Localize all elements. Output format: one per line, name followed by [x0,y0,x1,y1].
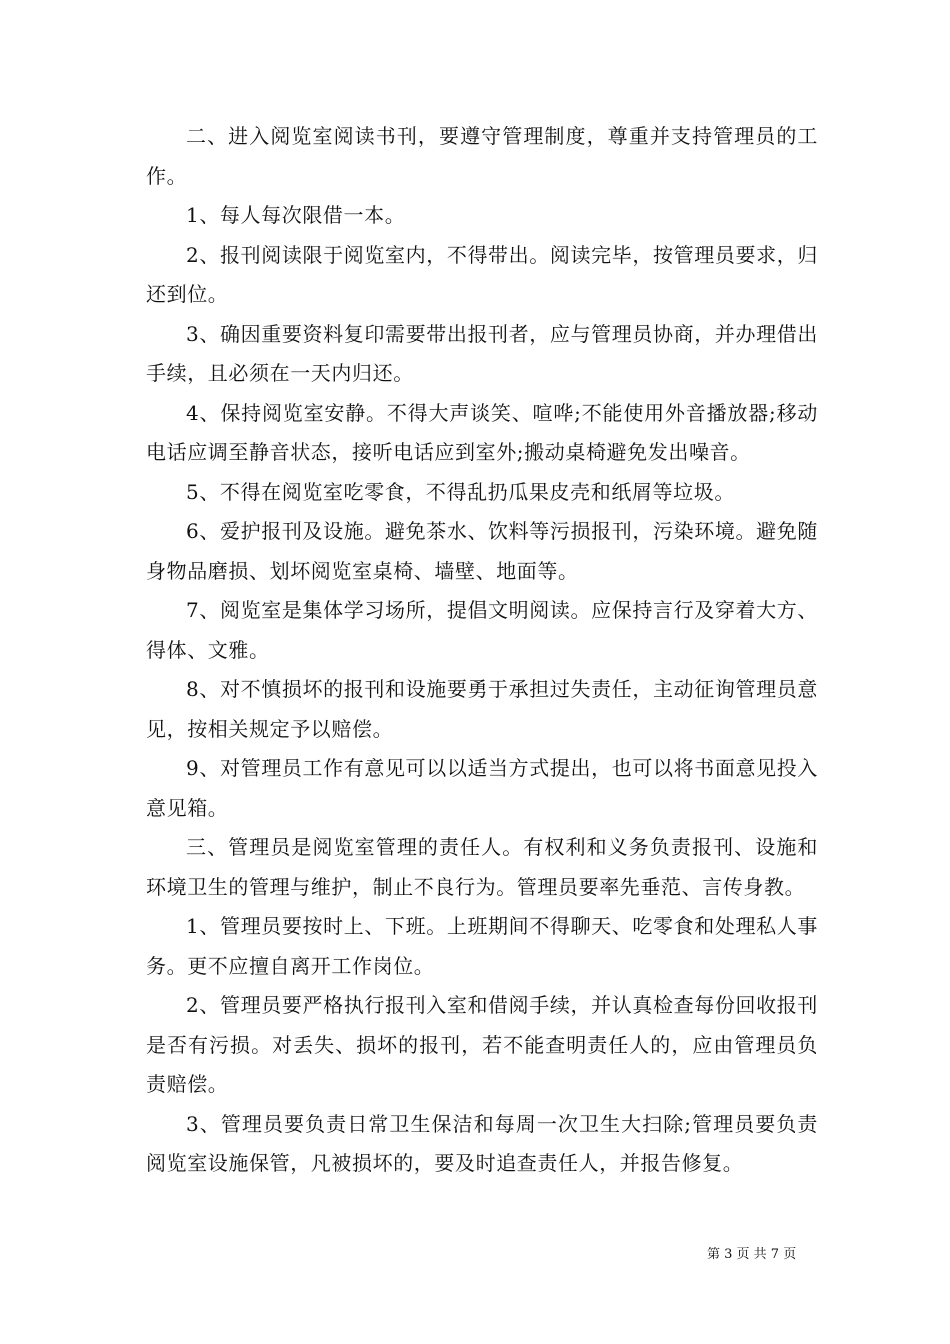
paragraph-section-3-heading: 三、管理员是阅览室管理的责任人。有权利和义务负责报刊、设施和环境卫生的管理与维护，制止不良行为。管理员要率先垂范、言传身教。 [146,835,818,899]
paragraph-admin-rule-3: 3、管理员要负责日常卫生保洁和每周一次卫生大扫除;管理员要负责阅览室设施保管，凡被损坏的，要及时追查责任人，并报告修复。 [146,1111,818,1175]
paragraph-admin-rule-2: 2、管理员要严格执行报刊入室和借阅手续，并认真检查每份回收报刊是否有污损。对丢失、损坏的报刊，若不能查明责任人的，应由管理员负责赔偿。 [146,993,818,1096]
paragraph-admin-rule-1: 1、管理员要按时上、下班。上班期间不得聊天、吃零食和处理私人事务。更不应擅自离开工作岗位。 [146,914,818,978]
paragraph-rule-2: 2、报刊阅读限于阅览室内，不得带出。阅读完毕，按管理员要求，归还到位。 [146,242,818,306]
paragraph-rule-7: 7、阅览室是集体学习场所，提倡文明阅读。应保持言行及穿着大方、得体、文雅。 [146,598,818,662]
paragraph-rule-8: 8、对不慎损坏的报刊和设施要勇于承担过失责任，主动征询管理员意见，按相关规定予以赔偿。 [146,677,818,741]
document-body [146,117,818,1184]
paragraph-rule-9: 9、对管理员工作有意见可以以适当方式提出，也可以将书面意见投入意见箱。 [146,756,818,820]
paragraph-rule-6: 6、爱护报刊及设施。避免茶水、饮料等污损报刊，污染环境。避免随身物品磨损、划坏阅览室桌椅、墙壁、地面等。 [146,519,818,583]
paragraph-rule-5: 5、不得在阅览室吃零食，不得乱扔瓜果皮壳和纸屑等垃圾。 [186,479,735,504]
paragraph-rule-3: 3、确因重要资料复印需要带出报刊者，应与管理员协商，并办理借出手续，且必须在一天内归还。 [146,321,818,385]
paragraph-rule-4: 4、保持阅览室安静。不得大声谈笑、喧哗;不能使用外音播放器;移动电话应调至静音状态，接听电话应到室外;搬动桌椅避免发出噪音。 [146,400,818,464]
page-number-footer: 第 3 页 共 7 页 [707,1247,797,1262]
paragraph-rule-1: 1、每人每次限借一本。 [186,203,406,227]
paragraph-section-2-heading: 二、进入阅览室阅读书刊，要遵守管理制度，尊重并支持管理员的工作。 [146,124,818,188]
